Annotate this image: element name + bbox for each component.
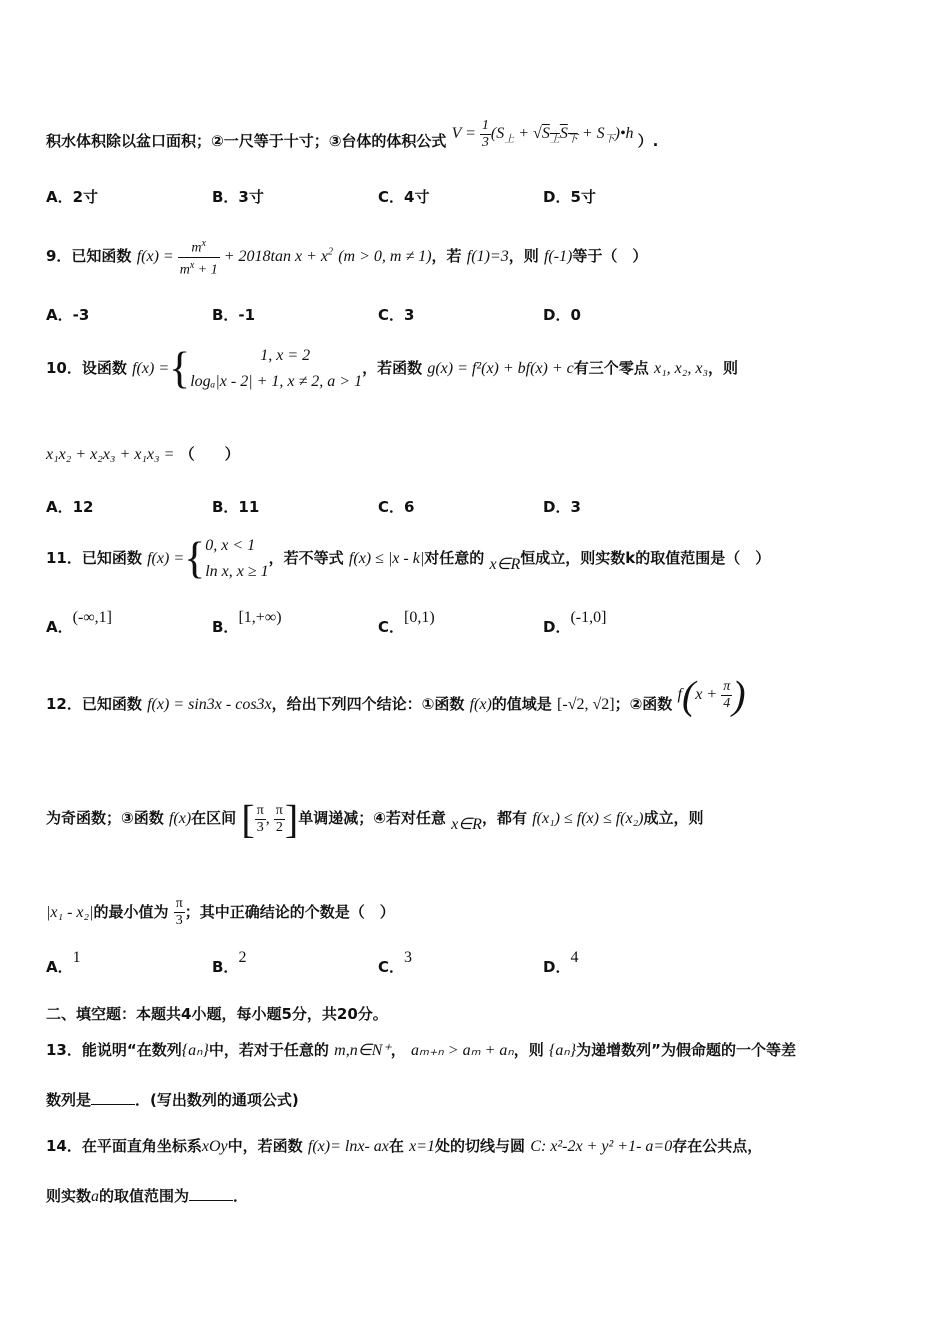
q12-option-d-value: 4 [570,949,579,966]
q12-shifted-func: f(x + $\frac{\pi}{4}$ ) [677,672,746,718]
q9-end: 等于（ ） [572,246,648,265]
q14-b: xOy [201,1138,228,1155]
q10-option-c[interactable]: C．6 [378,498,415,516]
q12-interval: [ $\frac{\pi}{3}$ , $\frac{\pi}{2}$ ] [241,796,299,842]
q13-e: aₘ₊ₙ > aₘ + aₙ [411,1042,514,1059]
q14-line2d: ． [233,1187,249,1205]
q12-line3b: 的最小值为 [93,903,169,921]
q10-expr: x₁x₂ + x₂x₃ + x₁x₃ = [46,446,175,463]
q9-line [46,236,647,278]
q10-option-d[interactable]: D．3 [543,498,581,516]
q12-line2e: 成立，则 [643,809,704,827]
q11-case2: ln x, x ≥ 1 [205,562,269,580]
q10-cases [190,343,362,395]
q11-option-a-value: (-∞,1] [72,609,112,626]
q11-option-a[interactable]: A．(-∞,1] [46,609,112,636]
q11-case1: 0, x < 1 [205,536,256,554]
q11-option-d-value: (-1,0] [570,609,607,626]
q11-cases [205,533,268,585]
q10-option-b[interactable]: B．11 [212,498,260,516]
q9-option-d[interactable]: D．0 [543,306,581,324]
q13-f: ，则 [513,1041,544,1059]
q12-line3a: |x₁ - x₂| [46,904,94,921]
q12-option-a[interactable]: A．1 [46,949,81,976]
q11-ineq: f(x) ≤ |x - k| [348,550,425,567]
q12-option-b-value: 2 [238,949,247,966]
q10-line: 10．设函数 f(x) ={ 1, x = 2 logₐ|x - 2| + 1, x ≠ 2, a > 1 ，若函数 g(x) = f²(x) + bf(x) + c有三个零点 x₁, x₂, x₃，则 [46,343,739,393]
q11-num: 11．已知函数 [46,549,142,567]
q8-option-a[interactable]: A．2寸 [46,188,99,206]
q13-d: ， [390,1041,406,1059]
q12-option-c-value: 3 [404,949,413,966]
q14-f: x=1 [409,1138,436,1155]
q11-option-d[interactable]: D．(-1,0] [543,609,607,636]
q10-option-a[interactable]: A．12 [46,498,94,516]
q10-case2: logₐ|x - 2| + 1, x ≠ 2, a > 1 [190,372,363,390]
q13-answer-blank[interactable] [91,1090,135,1105]
q14-i: 存在公共点， [672,1137,763,1155]
q10-g: g(x) = f²(x) + bf(x) + c [427,360,574,377]
q8-end: ）. [637,132,659,151]
q8-formula: V = $\frac{1}{3}$ ($S_上 + √S_上S_下$ + $S_下)•h$ [451,118,638,150]
q14-line [46,1136,762,1157]
q12-range: [-√2, √2] [557,696,615,713]
q12-ineq: f(x₁) ≤ f(x) ≤ f(x₂) [532,810,644,827]
q9-mid2: ，则 [508,246,539,265]
q9-given: f(1)=3 [466,247,509,265]
q13-c: m,n∈N⁺ [334,1042,391,1059]
q14-line2 [46,1186,248,1207]
q10-paren: （ ） [179,445,240,463]
q12-func: f(x) = sin3x - cos3x [147,696,272,713]
q12-mid2: 的值域是 [491,695,552,713]
q8-stem: 积水体积除以盆口面积；②一尺等于十寸；③台体的体积公式 [46,132,447,151]
q13-line2a: 数列是 [46,1091,92,1109]
q9-num: 9．已知函数 [46,246,132,265]
q11-mid: ，若不等式 [268,549,344,567]
q12-option-a-value: 1 [72,949,81,966]
q12-line3c: ；其中正确结论的个数是（ ） [184,903,395,921]
q11-option-b-value: [1,+∞) [238,609,282,626]
q8-option-b[interactable]: B．3寸 [212,188,264,206]
q8-stem-line [46,118,659,159]
q11-option-c[interactable]: C．[0,1) [378,609,435,636]
q12-option-b[interactable]: B．2 [212,949,247,976]
q12-min-value: $\frac{\pi}{3}$ [175,896,183,928]
q13-line: 13．能说明“在数列{aₙ}中，若对于任意的 m,n∈N⁺， aₘ₊ₙ > aₘ + aₙ，则 {aₙ}为递增数列”为假命题的一个等差 [46,1041,797,1059]
q12-mid3: ；②函数 [614,695,673,713]
q11-domain: x∈R [489,556,521,573]
q9-mid: ，若 [431,246,462,265]
q11-option-c-value: [0,1) [404,609,435,626]
q12-line2a: 为奇函数；③函数 [46,809,164,827]
q14-e: 在 [388,1137,404,1155]
q10-end: ，则 [708,359,739,377]
q12-line2c: 单调递减；④若对任意 [298,809,446,827]
q11-line: 11．已知函数 f(x) ={ 0, x < 1 ln x, x ≥ 1 ，若不等式 f(x) ≤ |x - k|对任意的 x∈R恒成立，则实数k的取值范围是（ ） [46,533,771,583]
section-2-heading: 二、填空题：本题共4小题，每小题5分，共20分。 [46,1005,388,1023]
q11-end: 恒成立，则实数k的取值范围是（ ） [520,549,771,567]
q10-line2 [46,444,240,465]
q14-line2c: 的取值范围为 [99,1187,190,1205]
q14-h: C: x²-2x + y² +1- a=0 [530,1138,673,1155]
q10-mid: ，若函数 [362,359,423,377]
q9-target: f(-1) [543,247,573,265]
q14-d: f(x)= lnx- ax [307,1138,389,1155]
q14-a: 14．在平面直角坐标系 [46,1137,202,1155]
q12-num: 12．已知函数 [46,695,142,713]
q13-line2 [46,1090,299,1110]
q11-option-b[interactable]: B．[1,+∞) [212,609,282,636]
q12-line: 12．已知函数 f(x) = sin3x - cos3x，给出下列四个结论：①函数 f(x)的值域是 [-√2, √2]；②函数 f(x + $\frac{\pi}{4}$ ) [46,672,746,718]
q14-answer-blank[interactable] [189,1186,233,1201]
q8-option-c[interactable]: C．4寸 [378,188,430,206]
q9-cond: (m > 0, m ≠ 1) [338,247,432,265]
q10-num: 10．设函数 [46,359,127,377]
q9-option-b[interactable]: B．-1 [212,306,256,324]
q13-a: 13．能说明“在数列 [46,1041,182,1059]
q12-option-c[interactable]: C．3 [378,949,413,976]
q12-option-d[interactable]: D．4 [543,949,579,976]
q12-line2b: 在区间 [191,809,237,827]
q9-option-c[interactable]: C．3 [378,306,415,324]
q8-option-d[interactable]: D．5寸 [543,188,596,206]
q13-g: 为递增数列”为假命题的一个等差 [576,1041,797,1059]
q10-zeros: x₁, x₂, x₃ [654,360,709,377]
q9-func: f(x) = $\frac{m^x}{m^x + 1}$ + 2018tan $x + x^2$ [136,238,333,278]
q10-mid2: 有三个零点 [573,359,649,377]
q13-line2b: ．(写出数列的通项公式) [135,1091,299,1109]
q10-case1: 1, x = 2 [260,346,311,364]
q14-g: 处的切线与圆 [435,1137,526,1155]
q12-line2d: ，都有 [481,809,527,827]
q12-line3 [46,896,395,929]
q12-mid1: ，给出下列四个结论：①函数 [271,695,465,713]
q12-line2: 为奇函数；③函数 f(x)在区间 [ $\frac{\pi}{3}$ , $\frac{\pi}{2}$ ]单调递减；④若对任意 x∈R，都有 f(x₁) ≤ f(x) ≤ f(x₂)成立，则 [46,796,704,842]
q11-mid2: 对任意的 [424,549,485,567]
q13-b: 中，若对于任意的 [208,1041,329,1059]
q14-line2a: 则实数 [46,1187,92,1205]
q14-c: 中，若函数 [227,1137,303,1155]
q14-line2b: a [91,1188,100,1205]
q9-option-a[interactable]: A．-3 [46,306,90,324]
